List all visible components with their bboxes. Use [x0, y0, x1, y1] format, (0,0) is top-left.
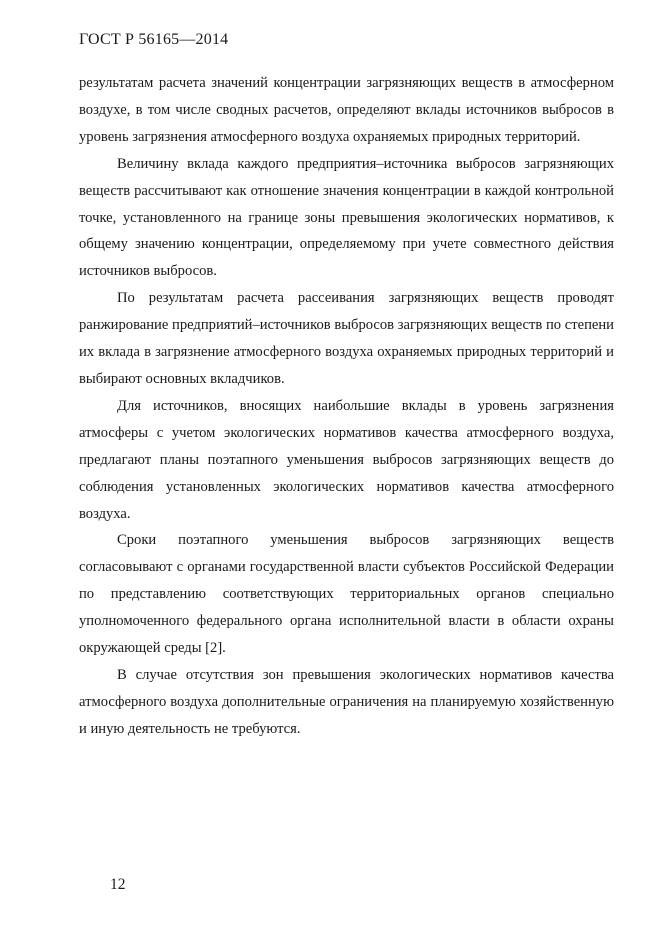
document-body — [79, 70, 614, 743]
page-number: 12 — [110, 876, 126, 893]
paragraph-deadlines: Сроки поэтапного уменьшения выбросов загрязняющих веществ согласовывают с органами государственной власти субъектов Российской Федерации по представлению соответствующих территориальных органов специально уполномоченного федерального органа исполнительной власти в области охраны окружающей среды [2]. — [79, 532, 614, 657]
paragraph-contribution-calculation: Величину вклада каждого предприятия–источника выбросов загрязняющих веществ рассчитывают как отношение значения концентрации в каждой контрольной точке, установленного на границе зоны превышения экологических нормативов, к общему значению концентрации, определяемому при учете совместного действия источников выбросов. — [79, 155, 614, 280]
paragraph-continuation: результатам расчета значений концентрации загрязняющих веществ в атмосферном воздухе, в том числе сводных расчетов, определяют вклады источников выбросов в уровень загрязнения атмосферного воздуха охраняемых природных территорий. — [79, 75, 614, 145]
paragraph-ranking: По результатам расчета рассеивания загрязняющих веществ проводят ранжирование предприятий–источников выбросов загрязняющих веществ по степени их вклада в загрязнение атмосферного воздуха охраняемых природных территорий и выбирают основных вкладчиков. — [79, 290, 614, 387]
paragraph-no-restrictions: В случае отсутствия зон превышения экологических нормативов качества атмосферного воздуха дополнительные ограничения на планируемую хозяйственную и иную деятельность не требуются. — [79, 666, 614, 737]
paragraph-reduction-plans: Для источников, вносящих наибольшие вклады в уровень загрязнения атмосферы с учетом экологических нормативов качества атмосферного воздуха, предлагают планы поэтапного уменьшения выбросов загрязняющих веществ до соблюдения установленных экологических нормативов качества атмосферного воздуха. — [79, 397, 614, 522]
document-header: ГОСТ Р 56165—2014 — [79, 31, 229, 48]
